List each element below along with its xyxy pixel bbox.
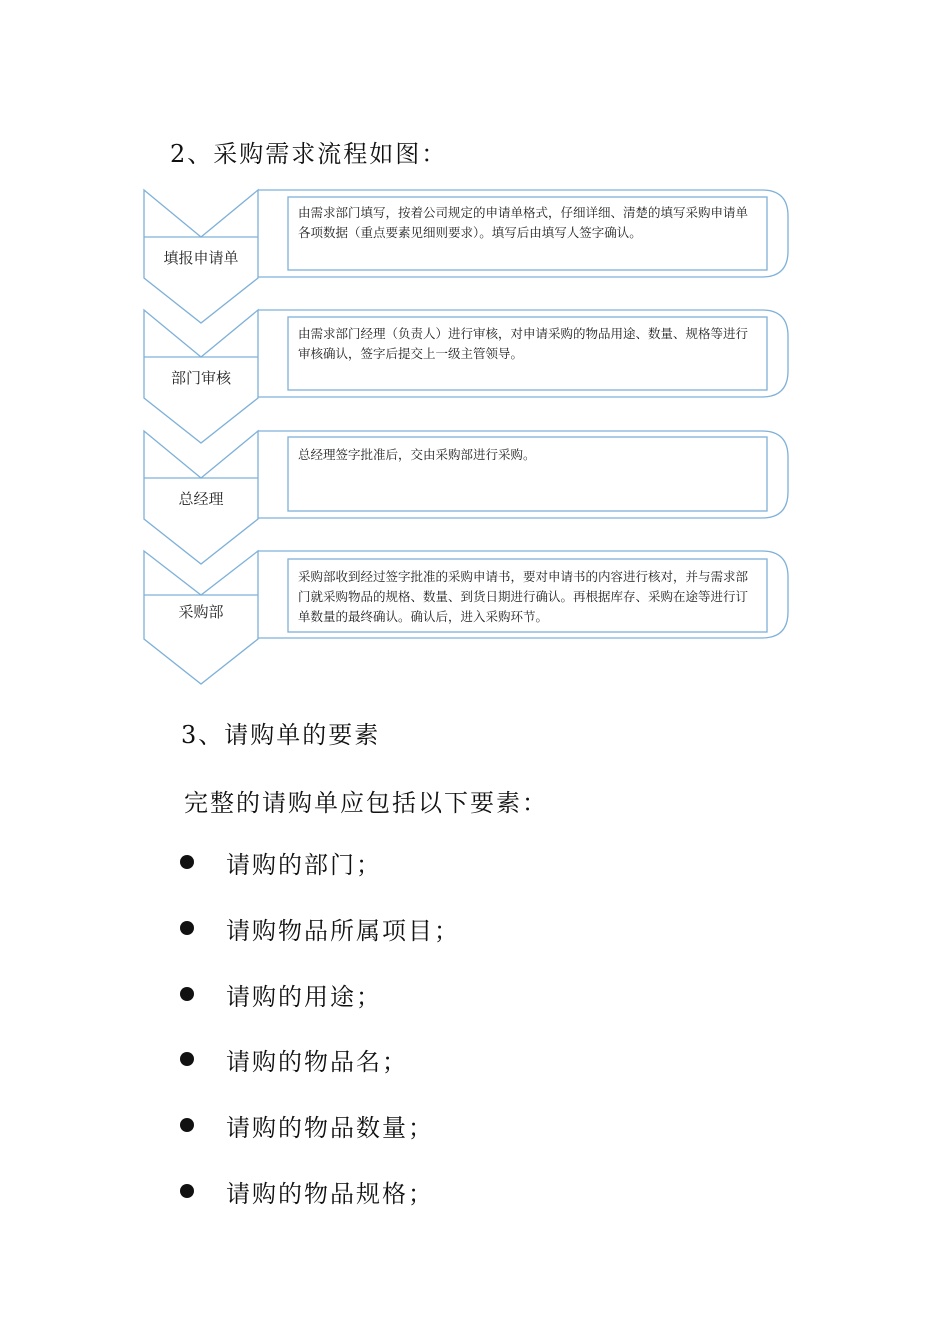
list-item-text: 请购的物品数量； (226, 1113, 434, 1142)
flow-step-1-label: 填报申请单 (163, 249, 239, 267)
flow-step-1-description: 由需求部门填写，按着公司规定的申请单格式，仔细详细、清楚的填写采购申请单各项数据（重点要素见细则要求）。填写后由填写人签字确认。 (298, 205, 749, 240)
list-item (180, 1039, 408, 1079)
bullet-icon (180, 1184, 194, 1198)
bullet-icon (180, 1118, 194, 1132)
flow-step-2-label: 部门审核 (170, 369, 231, 387)
elements-intro: 完整的请购单应包括以下要素： (184, 789, 548, 817)
flow-step-2-description: 由需求部门经理（负责人）进行审核，对申请采购的物品用途、数量、规格等进行审核确认，签字后提交上一级主管领导。 (298, 326, 749, 361)
flow-step-3-label: 总经理 (178, 490, 224, 508)
list-item-text: 请购的物品名； (226, 1047, 408, 1076)
list-item-text: 请购的用途； (226, 982, 382, 1011)
list-item-text: 请购的部门； (226, 850, 382, 879)
list-item (180, 974, 382, 1014)
bullet-icon (180, 1052, 194, 1066)
flow-step-3-description: 总经理签字批准后，交由采购部进行采购。 (298, 447, 536, 462)
bullet-icon (180, 855, 194, 869)
list-item (180, 908, 460, 948)
section-heading-elements: 3、请购单的要素 (181, 721, 381, 749)
list-item-text: 请购物品所属项目； (226, 916, 460, 945)
flow-step-4-description: 采购部收到经过签字批准的采购申请书，要对申请书的内容进行核对，并与需求部门就采购物品的规格、数量、到货日期进行确认。再根据库存、采购在途等进行订单数量的最终确认。确认后，进入采购环节。 (298, 569, 749, 624)
list-item-text: 请购的物品规格； (226, 1179, 434, 1208)
list-item (180, 1171, 434, 1211)
bullet-icon (180, 921, 194, 935)
section-heading-flow: 2、采购需求流程如图： (170, 140, 448, 168)
list-item (180, 1105, 434, 1145)
bullet-icon (180, 987, 194, 1001)
list-item (180, 842, 382, 882)
flow-step-4-label: 采购部 (178, 603, 224, 621)
